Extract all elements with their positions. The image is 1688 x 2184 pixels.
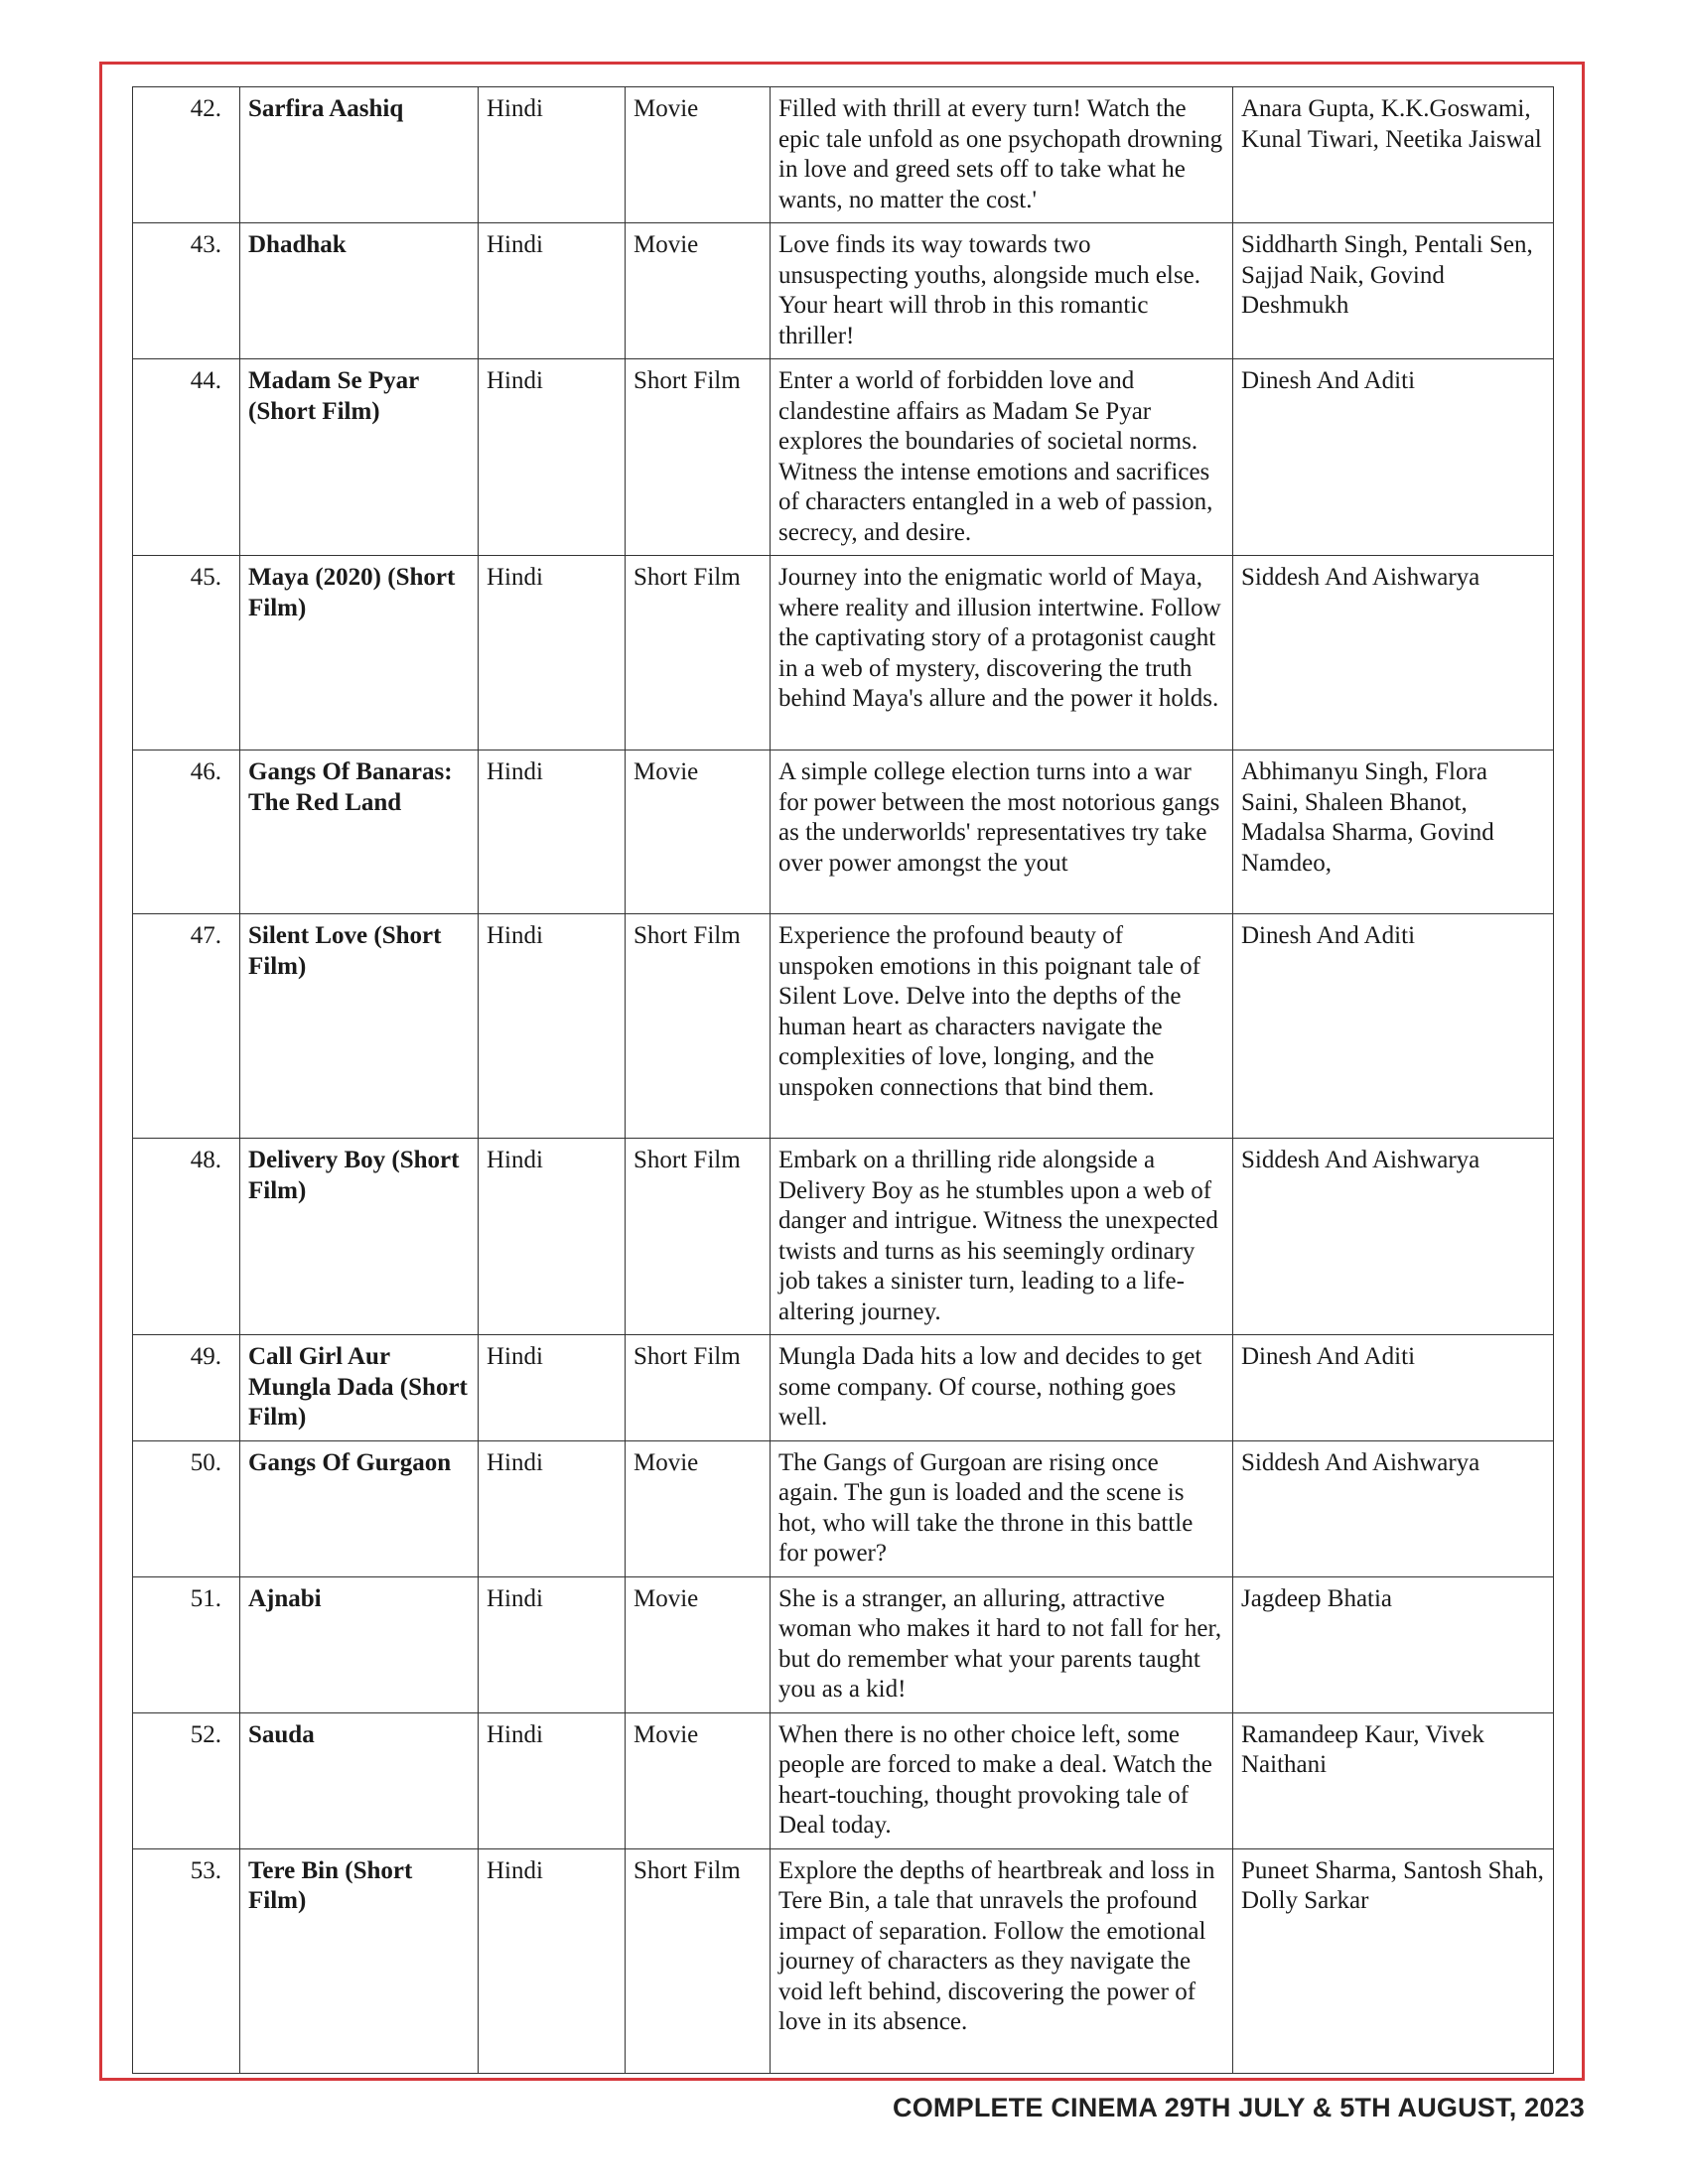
row-type: Short Film	[626, 1848, 771, 2073]
row-description: Journey into the enigmatic world of Maya, where reality and illusion intertwine. Follow the captivating story of a protagonist caught in a web of mystery, discovering the truth behind Maya's allure and the power it holds.	[771, 556, 1233, 751]
footer-issue-label: COMPLETE CINEMA 29TH JULY & 5TH AUGUST, 2023	[893, 2093, 1585, 2122]
row-language: Hindi	[479, 556, 626, 751]
content-listing-table	[132, 86, 1554, 2074]
row-cast: Abhimanyu Singh, Flora Saini, Shaleen Bhanot, Madalsa Sharma, Govind Namdeo,	[1233, 751, 1554, 914]
row-title: Sarfira Aashiq	[240, 87, 479, 223]
row-number: 47.	[133, 914, 240, 1139]
row-description: A simple college election turns into a war for power between the most notorious gangs as the underworlds' representatives try take over power amongst the yout	[771, 751, 1233, 914]
row-type: Movie	[626, 87, 771, 223]
row-number: 49.	[133, 1335, 240, 1441]
row-cast: Puneet Sharma, Santosh Shah, Dolly Sarkar	[1233, 1848, 1554, 2073]
row-cast: Siddesh And Aishwarya	[1233, 556, 1554, 751]
row-description: Filled with thrill at every turn! Watch the epic tale unfold as one psychopath drowning in love and greed sets off to take what he wants, no matter the cost.'	[771, 87, 1233, 223]
row-cast: Siddharth Singh, Pentali Sen, Sajjad Naik, Govind Deshmukh	[1233, 223, 1554, 359]
row-description: Embark on a thrilling ride alongside a Delivery Boy as he stumbles upon a web of danger and intrigue. Witness the unexpected twists and turns as his seemingly ordinary job takes a sinister turn, leading to a life-altering journey.	[771, 1139, 1233, 1335]
row-language: Hindi	[479, 1848, 626, 2073]
table-row	[133, 556, 1554, 751]
table-row	[133, 359, 1554, 556]
table-row	[133, 1440, 1554, 1576]
row-cast: Ramandeep Kaur, Vivek Naithani	[1233, 1712, 1554, 1848]
row-number: 51.	[133, 1576, 240, 1712]
row-number: 42.	[133, 87, 240, 223]
table-row	[133, 1848, 1554, 2073]
row-type: Short Film	[626, 1335, 771, 1441]
row-cast: Dinesh And Aditi	[1233, 359, 1554, 556]
table-row	[133, 751, 1554, 914]
row-language: Hindi	[479, 1139, 626, 1335]
row-title: Dhadhak	[240, 223, 479, 359]
row-number: 46.	[133, 751, 240, 914]
row-cast: Dinesh And Aditi	[1233, 1335, 1554, 1441]
row-language: Hindi	[479, 914, 626, 1139]
row-cast: Anara Gupta, K.K.Goswami, Kunal Tiwari, Neetika Jaiswal	[1233, 87, 1554, 223]
row-cast: Jagdeep Bhatia	[1233, 1576, 1554, 1712]
table-row	[133, 223, 1554, 359]
table-row	[133, 1712, 1554, 1848]
row-language: Hindi	[479, 87, 626, 223]
row-number: 52.	[133, 1712, 240, 1848]
row-type: Short Film	[626, 1139, 771, 1335]
row-type: Movie	[626, 1440, 771, 1576]
row-description: When there is no other choice left, some people are forced to make a deal. Watch the heart-touching, thought provoking tale of Deal today.	[771, 1712, 1233, 1848]
row-language: Hindi	[479, 1576, 626, 1712]
row-type: Short Film	[626, 556, 771, 751]
row-cast: Dinesh And Aditi	[1233, 914, 1554, 1139]
row-number: 43.	[133, 223, 240, 359]
row-description: Explore the depths of heartbreak and loss in Tere Bin, a tale that unravels the profound impact of separation. Follow the emotional journey of characters as they navigate the void left behind, discovering the power of love in its absence.	[771, 1848, 1233, 2073]
row-title: Call Girl Aur Mungla Dada (Short Film)	[240, 1335, 479, 1441]
row-language: Hindi	[479, 223, 626, 359]
row-language: Hindi	[479, 1712, 626, 1848]
row-title: Gangs Of Banaras: The Red Land	[240, 751, 479, 914]
listing-body	[133, 87, 1554, 2074]
row-description: The Gangs of Gurgoan are rising once again. The gun is loaded and the scene is hot, who will take the throne in this battle for power?	[771, 1440, 1233, 1576]
table-row	[133, 914, 1554, 1139]
table-row	[133, 1576, 1554, 1712]
row-language: Hindi	[479, 359, 626, 556]
row-type: Movie	[626, 751, 771, 914]
row-title: Sauda	[240, 1712, 479, 1848]
row-number: 50.	[133, 1440, 240, 1576]
row-number: 45.	[133, 556, 240, 751]
row-language: Hindi	[479, 1440, 626, 1576]
row-description: She is a stranger, an alluring, attractive woman who makes it hard to not fall for her, but do remember what your parents taught you as a kid!	[771, 1576, 1233, 1712]
row-cast: Siddesh And Aishwarya	[1233, 1440, 1554, 1576]
table-row	[133, 87, 1554, 223]
row-title: Gangs Of Gurgaon	[240, 1440, 479, 1576]
row-cast: Siddesh And Aishwarya	[1233, 1139, 1554, 1335]
row-title: Silent Love (Short Film)	[240, 914, 479, 1139]
row-type: Movie	[626, 223, 771, 359]
row-description: Experience the profound beauty of unspoken emotions in this poignant tale of Silent Love. Delve into the depths of the human heart as characters navigate the complexities of love, longing, and the unspoken connections that bind them.	[771, 914, 1233, 1139]
table-row	[133, 1139, 1554, 1335]
row-title: Delivery Boy (Short Film)	[240, 1139, 479, 1335]
row-language: Hindi	[479, 751, 626, 914]
row-description: Enter a world of forbidden love and clandestine affairs as Madam Se Pyar explores the boundaries of societal norms. Witness the intense emotions and sacrifices of characters entangled in a web of passion, secrecy, and desire.	[771, 359, 1233, 556]
table-row	[133, 1335, 1554, 1441]
row-number: 44.	[133, 359, 240, 556]
row-title: Madam Se Pyar (Short Film)	[240, 359, 479, 556]
row-language: Hindi	[479, 1335, 626, 1441]
row-number: 53.	[133, 1848, 240, 2073]
row-description: Mungla Dada hits a low and decides to get some company. Of course, nothing goes well.	[771, 1335, 1233, 1441]
row-type: Movie	[626, 1712, 771, 1848]
row-description: Love finds its way towards two unsuspecting youths, alongside much else. Your heart will throb in this romantic thriller!	[771, 223, 1233, 359]
row-title: Maya (2020) (Short Film)	[240, 556, 479, 751]
row-title: Ajnabi	[240, 1576, 479, 1712]
row-title: Tere Bin (Short Film)	[240, 1848, 479, 2073]
row-type: Short Film	[626, 914, 771, 1139]
row-type: Short Film	[626, 359, 771, 556]
row-type: Movie	[626, 1576, 771, 1712]
row-number: 48.	[133, 1139, 240, 1335]
